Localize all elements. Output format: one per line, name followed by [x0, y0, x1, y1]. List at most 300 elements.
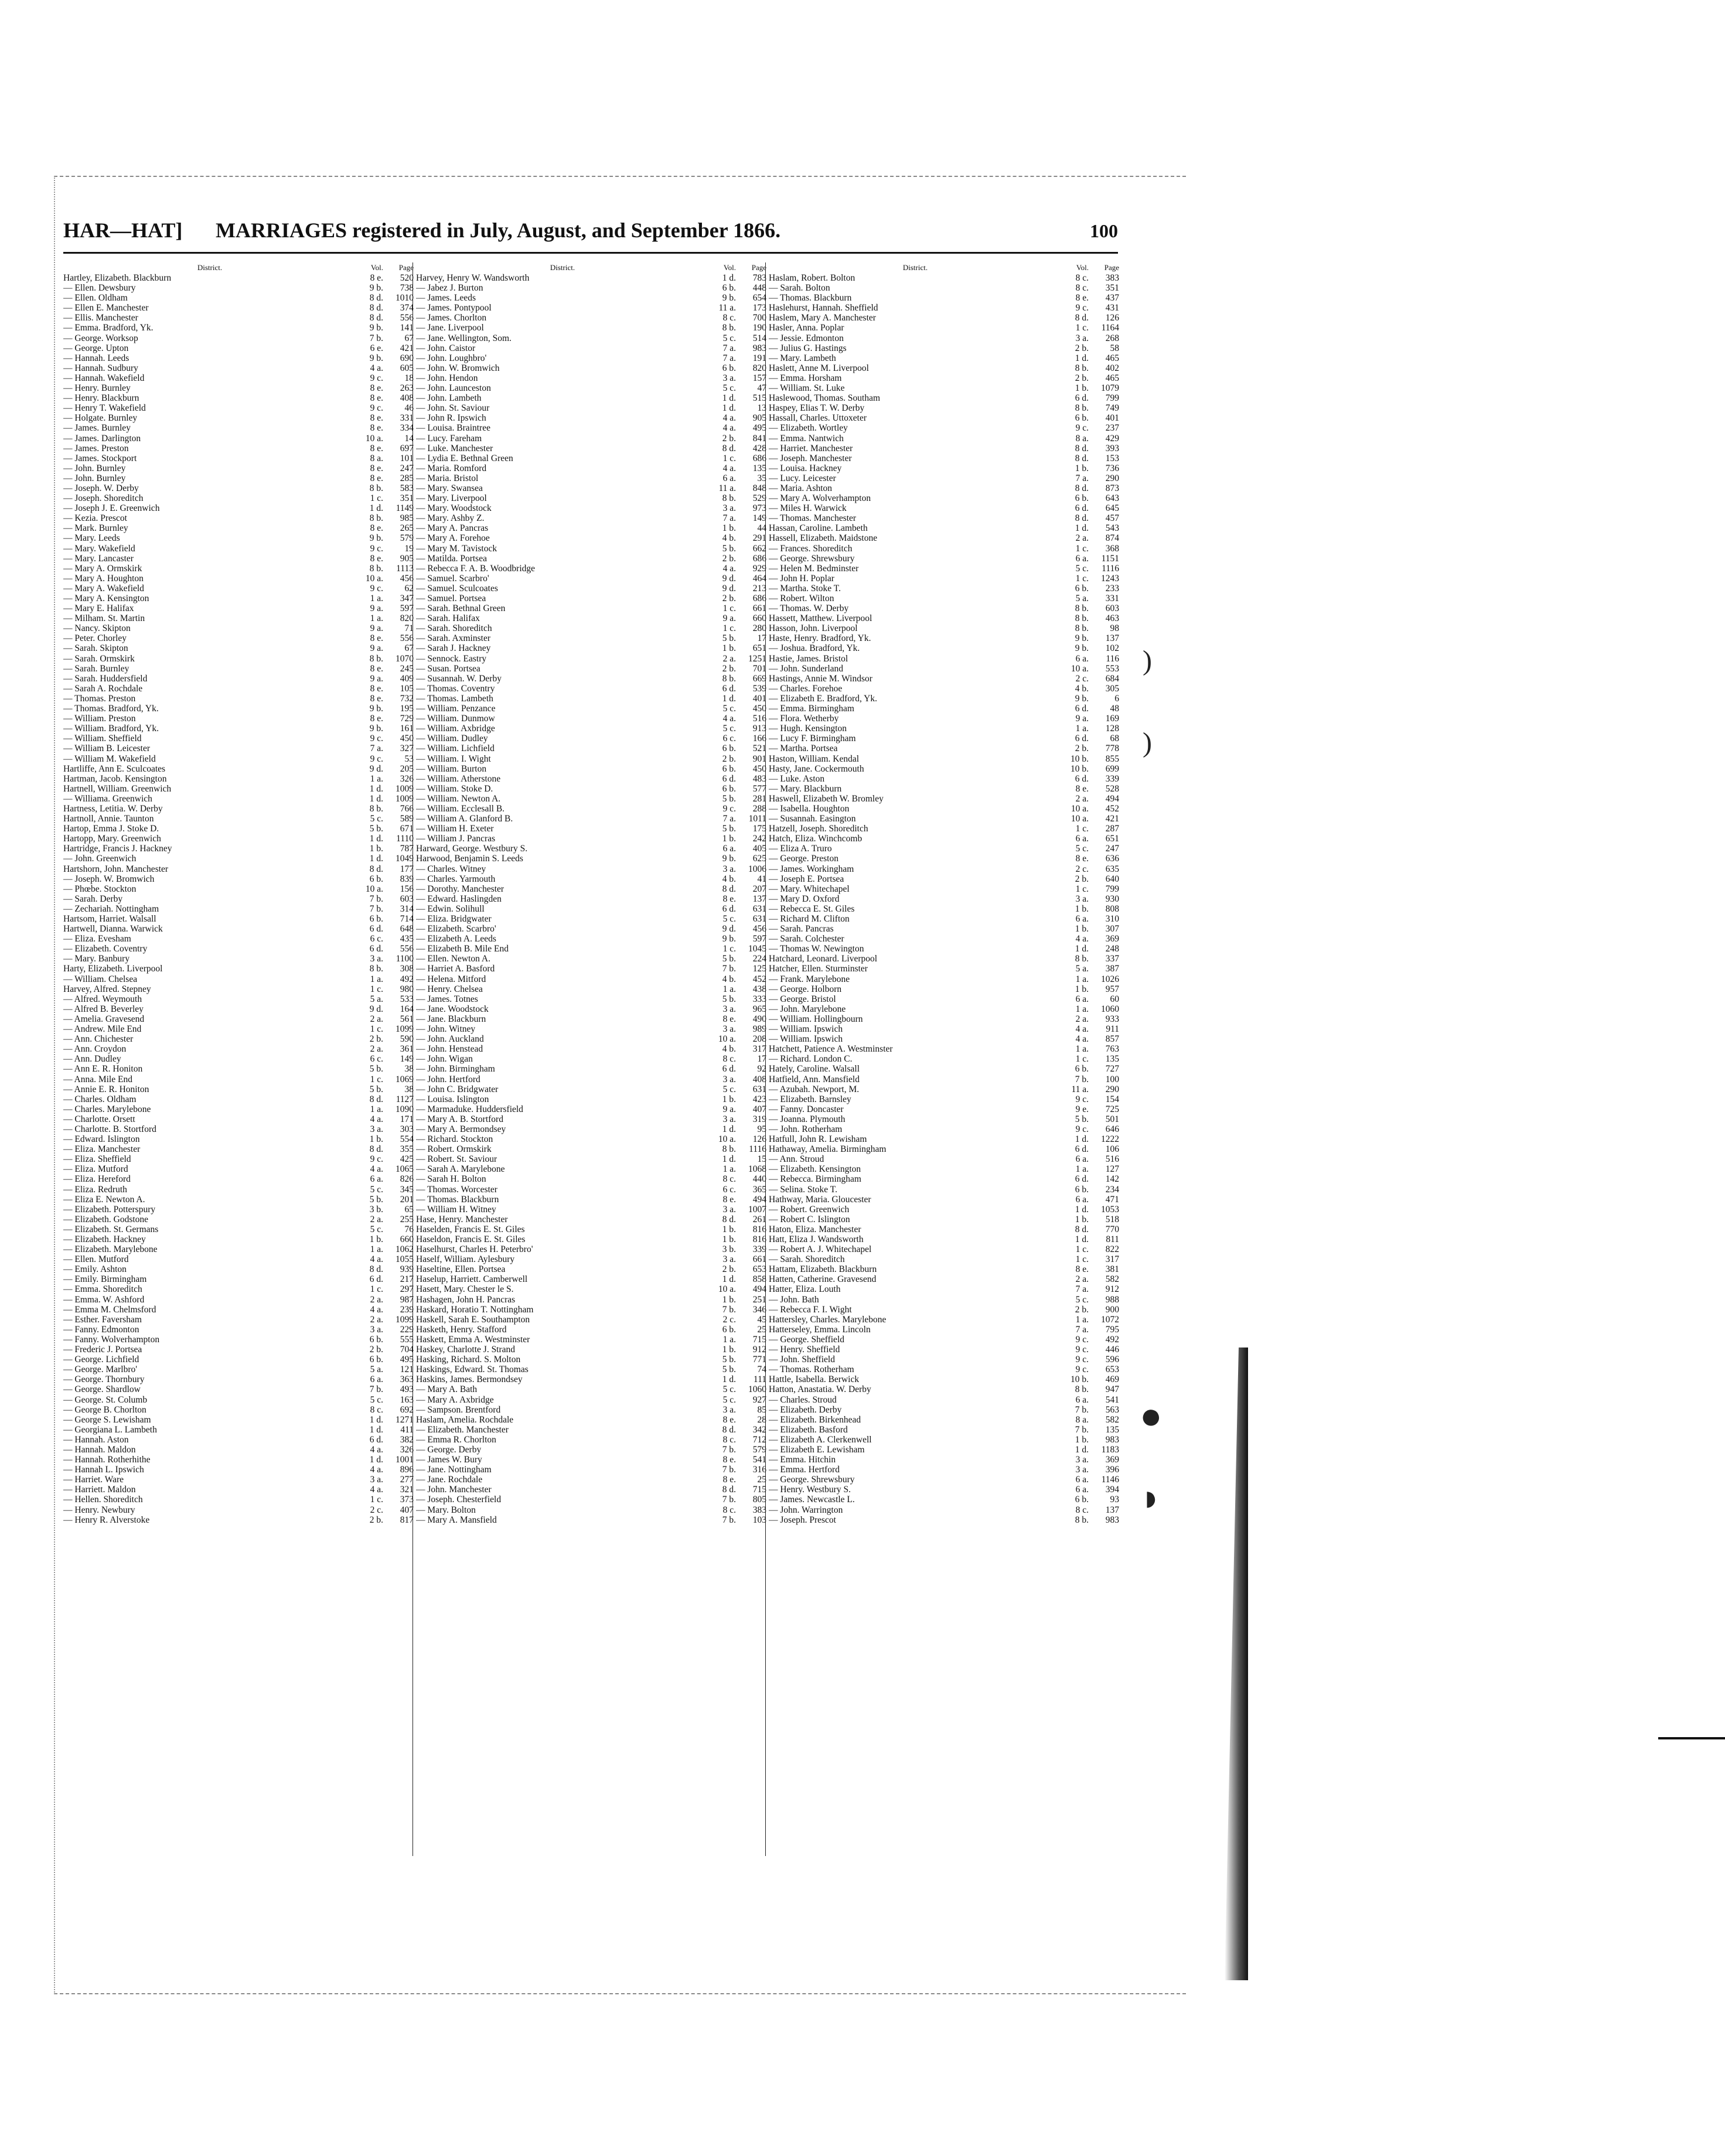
entry-name-district: Hasty, Jane. Cockermouth	[769, 763, 864, 774]
entry-name-district: — John C. Bridgwater	[416, 1084, 499, 1094]
index-entry	[416, 743, 766, 753]
entry-name-district: — Esther. Faversham	[63, 1314, 142, 1325]
entry-name-district: Haseldon, Francis E. St. Giles	[416, 1234, 526, 1244]
entry-page: 331	[1105, 593, 1119, 603]
entry-volume: 9 b.	[369, 533, 383, 544]
entry-page: 590	[400, 1034, 414, 1045]
index-entry	[416, 483, 766, 493]
entry-name-district: — Frank. Marylebone	[769, 974, 850, 984]
entry-volume: 4 b.	[722, 1044, 736, 1055]
entry-page: 625	[752, 854, 766, 864]
index-entry	[769, 1295, 1119, 1305]
entry-page: 839	[400, 874, 414, 884]
entry-page: 700	[752, 313, 766, 323]
index-entry	[416, 533, 766, 543]
entry-volume: 9 b.	[369, 353, 383, 363]
entry-volume: 5 c.	[370, 1224, 383, 1234]
entry-page: 307	[1105, 924, 1119, 934]
entry-volume: 8 d.	[369, 1144, 383, 1155]
index-entry	[769, 964, 1119, 974]
entry-name-district: — Jabez J. Burton	[416, 283, 483, 294]
index-entry	[63, 313, 414, 323]
index-entry	[63, 664, 414, 674]
entry-volume: 6 d.	[722, 1064, 736, 1074]
index-entry	[416, 623, 766, 633]
index-entry	[769, 1475, 1119, 1485]
entry-name-district: — Mary A. Houghton	[63, 573, 144, 584]
entry-page: 985	[400, 513, 414, 524]
entry-name-district: Haskey, Charlotte J. Strand	[416, 1345, 516, 1355]
entry-volume: 2 b.	[1075, 343, 1089, 353]
entry-name-district: — Anna. Mile End	[63, 1074, 132, 1084]
index-entry	[416, 1244, 766, 1254]
index-entry	[769, 704, 1119, 714]
entry-volume: 6 d.	[369, 1274, 383, 1285]
entry-page: 1079	[1101, 383, 1119, 394]
index-entry	[769, 554, 1119, 564]
index-entry	[416, 613, 766, 623]
entry-name-district: — Mary A. Wakefield	[63, 583, 144, 593]
index-entry	[63, 1475, 414, 1485]
entry-volume: 6 b.	[369, 874, 383, 884]
index-entry	[63, 1195, 414, 1205]
entry-name-district: — John. Greenwich	[63, 854, 137, 864]
index-entry	[416, 523, 766, 533]
index-entry	[416, 293, 766, 303]
entry-name-district: — Mary. Lambeth	[769, 353, 836, 363]
index-entry	[769, 1374, 1119, 1384]
entry-volume: 8 e.	[722, 1455, 736, 1465]
index-entry	[416, 1254, 766, 1264]
entry-page: 67	[404, 333, 414, 343]
index-entry	[416, 593, 766, 603]
entry-name-district: — Rebecca. Birmingham	[769, 1174, 861, 1185]
entry-volume: 5 b.	[722, 954, 736, 964]
entry-name-district: — Hannah. Aston	[63, 1434, 129, 1445]
entry-page: 492	[400, 974, 414, 984]
index-entry	[769, 393, 1119, 403]
index-entry	[63, 423, 414, 433]
entry-volume: 1 c.	[370, 493, 383, 504]
index-entry	[63, 303, 414, 313]
index-entry	[416, 353, 766, 363]
entry-page: 684	[1105, 673, 1119, 684]
entry-volume: 8 d.	[1075, 1224, 1089, 1234]
entry-name-district: Hassan, Caroline. Lambeth	[769, 523, 868, 534]
entry-page: 648	[400, 924, 414, 934]
entry-page: 421	[1105, 814, 1119, 824]
entry-volume: 2 a.	[370, 1014, 383, 1024]
index-entry	[769, 684, 1119, 694]
entry-page: 373	[400, 1495, 414, 1505]
entry-volume: 4 a.	[722, 423, 736, 434]
page-title: MARRIAGES registered in July, August, and September 1866.	[216, 219, 781, 242]
index-entry	[63, 493, 414, 503]
entry-name-district: — Emma. W. Ashford	[63, 1294, 145, 1305]
index-entry	[416, 974, 766, 984]
index-entry	[769, 1104, 1119, 1114]
index-entry	[416, 323, 766, 333]
entry-name-district: — Eliza E. Newton A.	[63, 1194, 145, 1205]
index-entry	[769, 1114, 1119, 1124]
index-entry	[63, 894, 414, 904]
entry-name-district: — Henry. Westbury S.	[769, 1485, 851, 1495]
entry-page: 67	[404, 643, 414, 654]
entry-name-district: — Maria. Romford	[416, 463, 487, 473]
entry-page: 464	[752, 573, 766, 584]
entry-page: 71	[404, 623, 414, 634]
entry-page: 1069	[396, 1074, 414, 1084]
entry-page: 554	[400, 1134, 414, 1145]
entry-page: 251	[752, 1294, 766, 1305]
entry-volume: 9 c.	[370, 373, 383, 383]
entry-volume: 8 c.	[722, 1434, 736, 1445]
entry-name-district: Haslett, Anne M. Liverpool	[769, 363, 869, 373]
entry-name-district: — Charles. Oldham	[63, 1094, 137, 1104]
entry-volume: 7 a.	[722, 814, 736, 824]
entry-name-district: — Mary. Ashby Z.	[416, 513, 485, 524]
index-entry	[769, 974, 1119, 984]
entry-name-district: — Susannah. Easington	[769, 814, 856, 824]
entry-page: 933	[1105, 1014, 1119, 1024]
entry-volume: 2 b.	[369, 1345, 383, 1355]
entry-name-district: — Kezia. Prescot	[63, 513, 127, 524]
entry-volume: 1 d.	[1075, 523, 1089, 534]
entry-volume: 5 c.	[1075, 1294, 1089, 1305]
entry-page: 1053	[1101, 1204, 1119, 1215]
index-entry	[416, 774, 766, 784]
entry-page: 446	[1105, 1345, 1119, 1355]
entry-page: 816	[752, 1234, 766, 1244]
entry-page: 402	[1105, 363, 1119, 373]
entry-name-district: Haskings, Edward. St. Thomas	[416, 1364, 529, 1375]
entry-name-district: — Thomas. Preston	[63, 693, 136, 704]
entry-volume: 7 a.	[722, 343, 736, 353]
entry-volume: 6 d.	[722, 683, 736, 694]
index-entry	[63, 1154, 414, 1164]
entry-volume: 3 a.	[722, 373, 736, 383]
entry-name-district: — James. Leeds	[416, 293, 476, 303]
entry-page: 515	[752, 393, 766, 404]
index-entry	[769, 453, 1119, 463]
entry-volume: 4 b.	[722, 533, 736, 544]
entry-page: 528	[1105, 783, 1119, 794]
entry-volume: 5 b.	[369, 1084, 383, 1094]
entry-page: 654	[752, 293, 766, 303]
entry-page: 516	[752, 714, 766, 724]
index-entry	[416, 473, 766, 483]
entry-name-district: Hatzell, Joseph. Shoreditch	[769, 824, 868, 834]
entry-volume: 1 b.	[722, 523, 736, 534]
entry-page: 265	[400, 523, 414, 534]
entry-volume: 1 b.	[1075, 463, 1089, 473]
entry-volume: 4 b.	[1075, 683, 1089, 694]
entry-page: 1099	[396, 1314, 414, 1325]
index-entry	[63, 1224, 414, 1234]
entry-page: 135	[1105, 1424, 1119, 1435]
index-column-1	[63, 262, 414, 1856]
entry-page: 669	[752, 673, 766, 684]
index-entry	[416, 1054, 766, 1064]
index-entry	[63, 533, 414, 543]
index-entry	[769, 1264, 1119, 1274]
entry-volume: 3 a.	[1075, 1465, 1089, 1475]
entry-page: 1116	[749, 1144, 766, 1155]
entry-page: 242	[752, 834, 766, 844]
index-entry	[63, 764, 414, 774]
index-entry	[416, 1395, 766, 1405]
entry-volume: 6 b.	[369, 1355, 383, 1365]
entry-page: 989	[752, 1024, 766, 1035]
entry-page: 374	[400, 303, 414, 313]
entry-page: 555	[400, 1334, 414, 1345]
entry-name-district: — Emma. Hertford	[769, 1465, 840, 1475]
entry-name-district: — Emily. Ashton	[63, 1264, 127, 1275]
index-entry	[63, 1234, 414, 1244]
entry-name-district: — William. Newton A.	[416, 793, 501, 804]
index-entry	[416, 1315, 766, 1325]
entry-page: 247	[400, 463, 414, 473]
entry-name-district: — Sarah. Colchester	[769, 934, 844, 944]
entry-page: 1113	[396, 563, 414, 574]
index-entry	[769, 1364, 1119, 1374]
entry-page: 45	[757, 1314, 766, 1325]
entry-volume: 8 d.	[1075, 513, 1089, 524]
entry-name-district: Haton, Eliza. Manchester	[769, 1224, 861, 1234]
entry-page: 469	[1105, 1374, 1119, 1385]
entry-volume: 2 b.	[722, 553, 736, 564]
entry-name-district: — Eliza. Mutford	[63, 1164, 128, 1175]
entry-volume: 10 a.	[1071, 663, 1089, 674]
entry-volume: 5 b.	[722, 994, 736, 1004]
entry-volume: 10 a.	[718, 1284, 736, 1295]
entry-volume: 2 a.	[370, 1044, 383, 1055]
entry-page: 988	[1105, 1294, 1119, 1305]
index-entry	[769, 333, 1119, 343]
entry-name-district: — George. Shrewsbury	[769, 553, 855, 564]
entry-page: 137	[1105, 1505, 1119, 1515]
entry-page: 582	[1105, 1274, 1119, 1285]
entry-volume: 9 b.	[369, 323, 383, 333]
entry-page: 287	[1105, 824, 1119, 834]
entry-page: 646	[1105, 1124, 1119, 1134]
entry-page: 408	[752, 1074, 766, 1084]
entry-volume: 2 a.	[1075, 1274, 1089, 1285]
entry-name-district: Hartley, Elizabeth. Blackburn	[63, 273, 172, 283]
entry-page: 495	[752, 423, 766, 434]
entry-volume: 1 a.	[370, 1104, 383, 1114]
entry-name-district: — George. Derby	[416, 1444, 482, 1455]
entry-volume: 1 a.	[370, 773, 383, 784]
entry-volume: 8 b.	[1075, 363, 1089, 373]
entry-page: 195	[400, 704, 414, 714]
entry-name-district: — Ellen E. Manchester	[63, 303, 149, 313]
entry-volume: 6 a.	[370, 1174, 383, 1185]
index-entry	[769, 714, 1119, 724]
entry-page: 327	[400, 743, 414, 754]
index-entry	[769, 1185, 1119, 1195]
entry-name-district: — Fanny. Wolverhampton	[63, 1334, 160, 1345]
entry-volume: 11 a.	[718, 303, 736, 313]
entry-page: 149	[400, 1054, 414, 1065]
entry-page: 383	[752, 1505, 766, 1515]
entry-page: 290	[1105, 473, 1119, 483]
index-entry	[416, 914, 766, 924]
entry-page: 561	[400, 1014, 414, 1024]
entry-volume: 5 b.	[1075, 1114, 1089, 1124]
entry-page: 76	[404, 1224, 414, 1234]
entry-name-district: — William. St. Luke	[769, 383, 845, 394]
index-entry	[416, 1305, 766, 1315]
entry-name-district: Hatt, Eliza J. Wandsworth	[769, 1234, 864, 1244]
entry-name-district: Hatterseley, Emma. Lincoln	[769, 1324, 871, 1335]
index-entry	[63, 984, 414, 994]
entry-volume: 9 c.	[370, 543, 383, 554]
entry-page: 653	[752, 1264, 766, 1275]
entry-name-district: Hartopp, Mary. Greenwich	[63, 834, 161, 844]
entry-page: 25	[757, 1475, 766, 1485]
entry-volume: 9 c.	[1075, 1094, 1089, 1104]
index-entry	[63, 1094, 414, 1104]
entry-name-district: — Eliza. Sheffield	[63, 1154, 131, 1165]
entry-name-district: Hatton, Anastatia. W. Derby	[769, 1384, 871, 1395]
entry-page: 640	[1105, 874, 1119, 884]
index-entry	[63, 1064, 414, 1074]
entry-name-district: — Mary. Blackburn	[769, 783, 842, 794]
entry-page: 1009	[396, 793, 414, 804]
entry-volume: 8 e.	[370, 663, 383, 674]
entry-volume: 6 d.	[1075, 773, 1089, 784]
index-entry	[769, 984, 1119, 994]
index-entry	[63, 743, 414, 753]
entry-page: 603	[1105, 603, 1119, 614]
entry-name-district: — George. Holborn	[769, 984, 842, 994]
entry-name-district: — William. Stoke D.	[416, 783, 493, 794]
entry-volume: 3 a.	[722, 503, 736, 514]
entry-volume: 8 e.	[1075, 293, 1089, 303]
entry-name-district: — Sarah. Halifax	[416, 613, 480, 624]
entry-name-district: — Joseph. W. Derby	[63, 483, 139, 493]
entry-page: 288	[752, 803, 766, 814]
entry-volume: 5 a.	[1075, 593, 1089, 603]
index-entry	[416, 1384, 766, 1394]
entry-name-district: — John. Hendon	[416, 373, 478, 383]
entry-volume: 8 b.	[1075, 403, 1089, 414]
entry-volume: 6 a.	[1075, 1194, 1089, 1205]
index-entry	[63, 1024, 414, 1034]
entry-name-district: — Mary A. Forehoe	[416, 533, 490, 544]
entry-volume: 1 c.	[370, 1024, 383, 1035]
entry-name-district: — William. Lichfield	[416, 743, 495, 754]
entry-name-district: — Ellen. Newton A.	[416, 954, 490, 964]
entry-page: 65	[404, 1204, 414, 1215]
entry-name-district: — Thomas. Blackburn	[416, 1194, 499, 1205]
entry-volume: 3 a.	[722, 1204, 736, 1215]
index-entry	[769, 323, 1119, 333]
entry-name-district: Hartman, Jacob. Kensington	[63, 773, 167, 784]
entry-volume: 1 b.	[369, 1134, 383, 1145]
entry-name-district: — Hannah. Wakefield	[63, 373, 145, 383]
entry-volume: 8 d.	[722, 1424, 736, 1435]
entry-volume: 1 b.	[1075, 984, 1089, 994]
entry-volume: 8 c.	[370, 1404, 383, 1415]
entry-volume: 9 b.	[722, 934, 736, 944]
entry-volume: 9 b.	[1075, 693, 1089, 704]
entry-page: 539	[752, 683, 766, 694]
index-entry	[416, 413, 766, 423]
index-entry	[63, 1445, 414, 1455]
entry-page: 310	[1105, 914, 1119, 924]
index-entry	[769, 533, 1119, 543]
entry-name-district: — Eliza. Manchester	[63, 1144, 141, 1155]
entry-name-district: Haswell, Elizabeth W. Bromley	[769, 793, 884, 804]
entry-page: 651	[752, 643, 766, 654]
index-entry	[416, 403, 766, 413]
index-entry	[769, 754, 1119, 764]
entry-page: 245	[400, 663, 414, 674]
index-entry	[769, 343, 1119, 353]
entry-volume: 6 a.	[1075, 553, 1089, 564]
index-entry	[416, 1074, 766, 1084]
entry-volume: 6 b.	[722, 283, 736, 294]
index-entry	[416, 894, 766, 904]
entry-volume: 1 c.	[370, 1284, 383, 1295]
entry-name-district: — Elizabeth A. Leeds	[416, 934, 496, 944]
index-entry	[416, 924, 766, 934]
entry-page: 495	[400, 1355, 414, 1365]
entry-page: 305	[1105, 683, 1119, 694]
entry-volume: 1 a.	[1075, 1164, 1089, 1175]
entry-name-district: — Fanny. Doncaster	[769, 1104, 844, 1114]
index-entry	[416, 643, 766, 653]
entry-name-district: — Zechariah. Nottingham	[63, 903, 159, 914]
entry-name-district: Haste, Henry. Bradford, Yk.	[769, 633, 871, 644]
entry-name-district: — Ann. Croydon	[63, 1044, 127, 1055]
entry-volume: 3 a.	[1075, 1455, 1089, 1465]
entry-volume: 1 d.	[369, 1424, 383, 1435]
entry-page: 365	[752, 1184, 766, 1195]
entry-name-district: — James. Darlington	[63, 433, 141, 444]
entry-page: 407	[400, 1505, 414, 1515]
entry-name-district: — Frances. Shoreditch	[769, 543, 853, 554]
district-heading: District.	[902, 263, 928, 272]
index-entry	[63, 1124, 414, 1134]
entry-name-district: — Mary. Bolton	[416, 1505, 476, 1515]
vol-heading: Vol.	[370, 263, 383, 272]
entry-volume: 2 c.	[1075, 673, 1089, 684]
entry-page: 156	[400, 883, 414, 894]
entry-page: 387	[1105, 964, 1119, 974]
index-range: HAR—HAT]	[63, 219, 183, 242]
entry-name-district: Harvey, Henry W. Wandsworth	[416, 273, 530, 283]
index-entry	[769, 434, 1119, 444]
entry-volume: 1 a.	[1075, 1044, 1089, 1055]
entry-volume: 8 b.	[369, 653, 383, 664]
entry-name-district: — Charles. Marylebone	[63, 1104, 151, 1114]
entry-volume: 1 b.	[1075, 1434, 1089, 1445]
entry-name-district: Hasketh, Henry. Stafford	[416, 1324, 507, 1335]
entry-name-district: — Louisa. Braintree	[416, 423, 490, 434]
entry-name-district: — Mary. Wakefield	[63, 543, 135, 554]
entry-page: 429	[1105, 433, 1119, 444]
entry-volume: 4 a.	[722, 563, 736, 574]
index-entry	[416, 393, 766, 403]
index-entry	[769, 1465, 1119, 1475]
entry-volume: 1 b.	[369, 844, 383, 854]
entry-name-district: — Martha. Stoke T.	[769, 583, 841, 593]
entry-page: 1251	[748, 653, 766, 664]
entry-volume: 8 e.	[370, 463, 383, 473]
